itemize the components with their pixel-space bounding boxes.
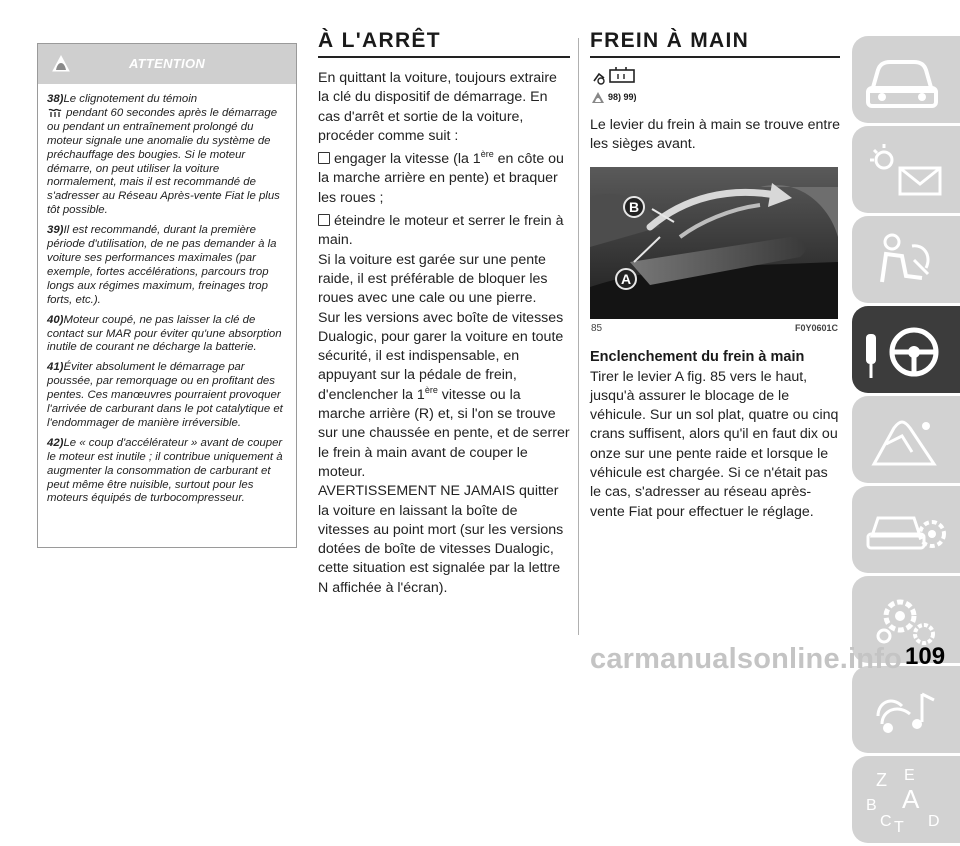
tab-safety[interactable]: [852, 126, 960, 213]
bullet-square-icon: [318, 152, 330, 164]
stop-section: [318, 30, 570, 598]
page-number: 109: [905, 643, 946, 670]
garage-paragraph: Si la voiture est garée sur une pente raide, il est préférable de bloquer les roues avec une cale ou une pierre.: [318, 251, 548, 307]
figure-label-a: A: [620, 270, 632, 287]
handbrake-figure: [590, 167, 838, 319]
multimedia-icon: [852, 666, 960, 753]
safety-note: 42)Le « coup d'accélérateur » avant de couper le moteur est inutile ; il contribue uniquement à augmenter la consommation de carburant et peut même être nuisible, surtout pour les moteurs équipés de turbocompresseur.: [47, 436, 283, 505]
tab-emergency[interactable]: [852, 396, 960, 483]
safety-references: 98) 99): [608, 92, 637, 102]
subsection-title: Enclenchement du frein à main: [590, 348, 805, 365]
safety-note: 39)Il est recommandé, durant la première période d'utilisation, de ne pas demander à la voiture ses performances maximales (par exemple, fortes accélérations, parcours trop longs aux régimes maximum, freinages trop forts, etc.).: [47, 224, 277, 306]
watermark: carmanualsonline.info: [590, 643, 902, 675]
handbrake-section: [590, 30, 840, 522]
tab-starting-driving[interactable]: [852, 306, 960, 393]
svg-text:A: A: [902, 784, 920, 814]
stop-intro: En quittant la voiture, toujours extraire la clé du dispositif de démarrage. En cas d'arrêt et sortie de la voiture, procéder comme suit :: [318, 70, 557, 144]
key-steering-wheel-icon: [852, 306, 960, 393]
chapter-tabs: [852, 36, 960, 846]
bullet-square-icon: [318, 214, 330, 226]
attention-title: ATTENTION: [128, 56, 206, 71]
warning-triangle-icon: [852, 396, 960, 483]
glow-plug-warning-icon: [47, 107, 63, 118]
tab-index[interactable]: [852, 756, 960, 843]
dualogic-paragraph: Sur les versions avec boîte de vitesses Dualogic, pour garer la voiture en toute sécurité, il est indispensable, en appuyant sur la pédale de frein, d'enclencher la 1ère vitesse ou la marche arrière (R) et, si l'on se trouve sur une chaussée en pente, et de serrer le frein à main avant de couper le moteur.: [318, 309, 570, 480]
svg-text:Z: Z: [876, 770, 887, 790]
figure-number: 85: [591, 322, 603, 334]
warning-paragraph: AVERTISSEMENT NE JAMAIS quitter la voiture en laissant la boîte de vitesses au point mort (sur les versions dotées de boîte de vitesses Dualogic, cette situation est signalée par la lettre N affichée à l'écran).: [318, 483, 564, 596]
bullet-item: engager la vitesse (la 1ère en côte ou la marche arrière en pente) et braquer les roues ;: [318, 149, 564, 206]
car-maintenance-icon: [852, 486, 960, 573]
title-rule: [590, 56, 840, 58]
engine-spanner-icon: [592, 66, 638, 86]
safety-note: 38)Le clignotement du témoin pendant 60 secondes après le démarrage ou pendant un entraînement prolongé du moteur signale une anomalie du système de préchauffage des bougies. Si le moteur démarre, on peut utiliser la voiture normalement, mais il est recommandé de s'adresser au Réseau Après-vente Fiat le plus tôt possible.: [47, 93, 280, 217]
bullet-item: éteindre le moteur et serrer le frein à main.: [318, 213, 564, 249]
column-divider: [578, 38, 579, 635]
handbrake-photo: [590, 167, 838, 319]
svg-text:E: E: [904, 767, 915, 784]
car-dashboard-icon: [852, 36, 960, 123]
section-title: FREIN À MAIN: [590, 29, 750, 52]
attention-box: [37, 43, 297, 548]
svg-text:C: C: [880, 813, 892, 830]
section-title: À L'ARRÊT: [318, 29, 441, 52]
handbrake-body: Tirer le levier A fig. 85 vers le haut, jusqu'à assurer le blocage de le véhicule. Sur un sol plat, quatre ou cinq crans suffisent, alors qu'il en faut dix ou onze sur une pente raide et lorsque le véhicule est chargée. Si ce n'était pas le cas, s'adresser au réseau après-vente Fiat pour effectuer le réglage.: [590, 368, 839, 520]
tab-seats-airbags[interactable]: [852, 216, 960, 303]
alphabetical-index-icon: [852, 756, 960, 843]
light-signal-icon: [852, 126, 960, 213]
safety-note: 41)Éviter absolument le démarrage par poussée, par remorquage ou en profitant des pentes. Ces manœuvres pourraient provoquer l'arrivée de carburant dans le pot catalytique et l'endommager de manière irréversible.: [47, 361, 283, 429]
figure-label-b: B: [628, 198, 640, 215]
safety-note: 40)Moteur coupé, ne pas laisser la clé de contact sur MAR pour éviter qu'une absorption inutile de courant ne décharge la batterie.: [47, 313, 282, 354]
tab-multimedia[interactable]: [852, 666, 960, 753]
seat-airbag-icon: [852, 216, 960, 303]
svg-text:B: B: [866, 797, 877, 814]
hand-warning-icon: [591, 91, 605, 104]
figure-code: F0Y0601C: [794, 322, 838, 333]
tab-maintenance[interactable]: [852, 486, 960, 573]
svg-text:T: T: [894, 819, 904, 836]
handbrake-intro: Le levier du frein à main se trouve entre les sièges avant.: [590, 117, 840, 153]
attention-header: [38, 44, 296, 84]
svg-text:D: D: [928, 813, 940, 830]
tab-knowing-car[interactable]: [852, 36, 960, 123]
